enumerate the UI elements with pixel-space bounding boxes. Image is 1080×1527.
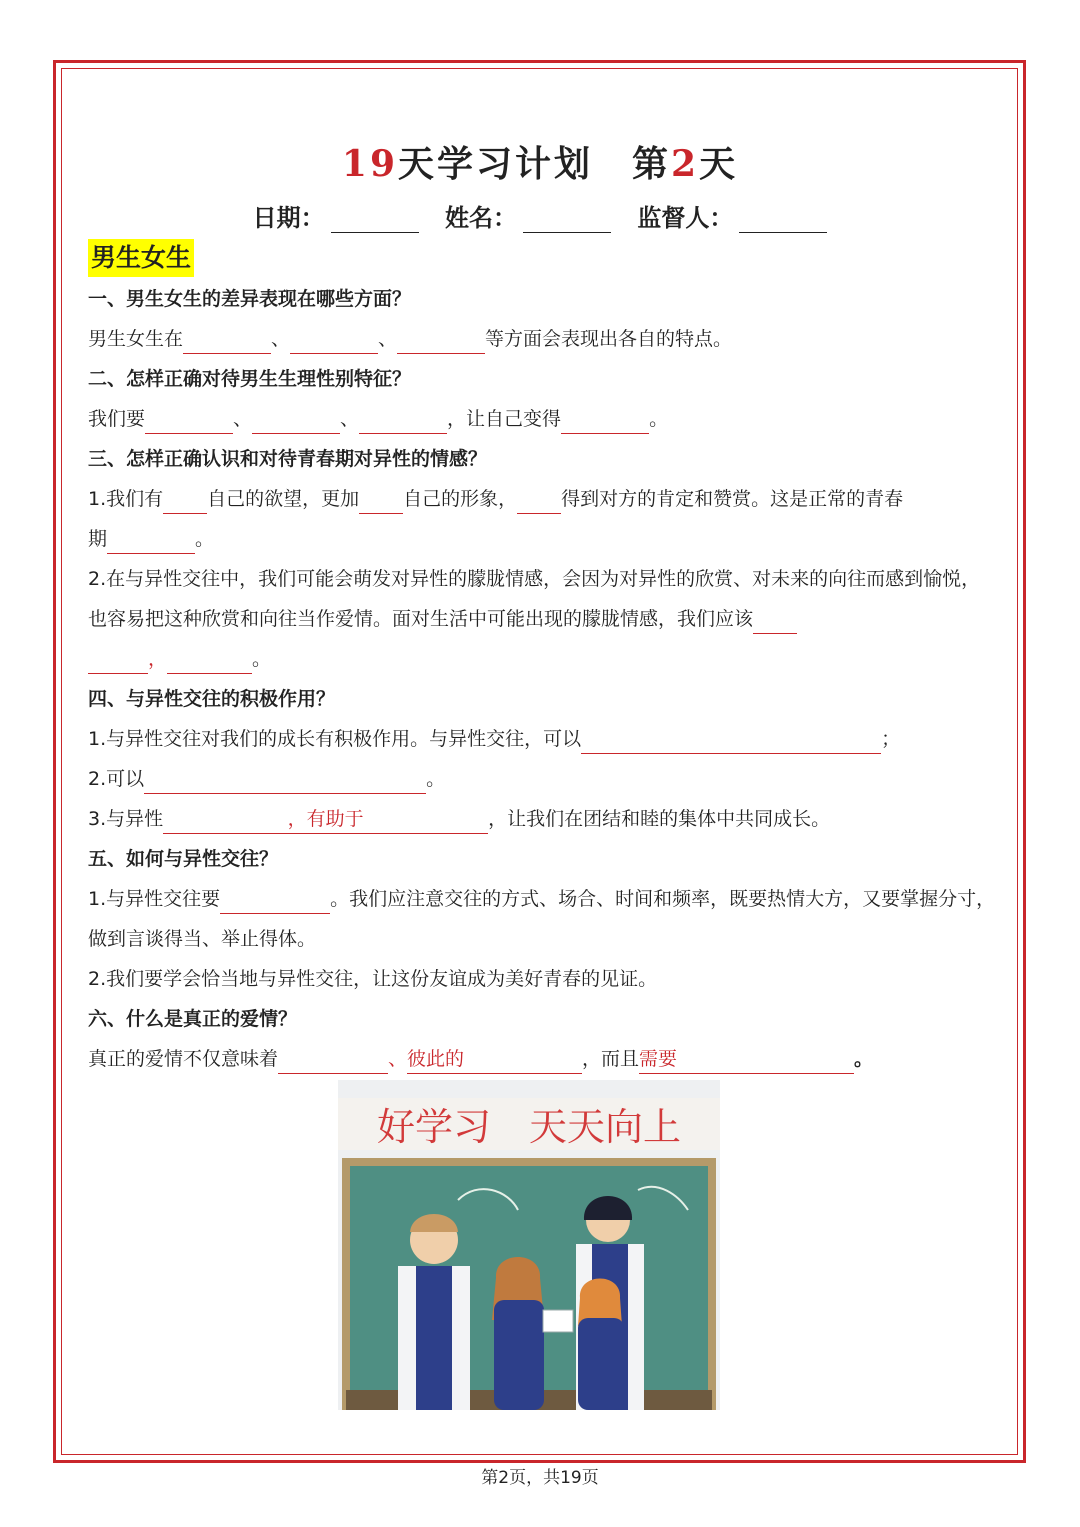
banner-text: 好学习 天天向上 <box>376 1105 682 1149</box>
question-4-point-1 <box>88 719 998 759</box>
fill-blank[interactable] <box>278 1045 388 1074</box>
fill-blank[interactable] <box>753 605 797 634</box>
text: 真正的爱情不仅意味着 <box>88 1048 279 1070</box>
text: ，让我们在团结和睦的集体中共同成长。 <box>488 808 831 830</box>
fill-blank[interactable] <box>252 405 340 434</box>
title-text: 天学习计划 第 <box>398 143 672 185</box>
name-blank[interactable] <box>523 208 611 233</box>
title-day-number: 2 <box>671 143 700 185</box>
fill-blank[interactable] <box>167 645 252 674</box>
question-5-point-1 <box>88 879 998 959</box>
question-6-answer <box>88 1039 998 1079</box>
text: ， <box>148 648 168 670</box>
fill-blank[interactable] <box>639 1045 854 1074</box>
text: 期 <box>88 528 108 550</box>
text: 。 <box>195 528 215 550</box>
text: 1.与异性交往要 <box>88 888 221 910</box>
date-blank[interactable] <box>331 208 419 233</box>
text: 我们要 <box>88 408 146 430</box>
fill-blank[interactable] <box>359 485 403 514</box>
fill-hint: 彼此的 <box>407 1048 465 1070</box>
text: 得到对方的肯定和赞赏。这是正常的青春 <box>561 488 904 510</box>
question-5-point-2: 2.我们要学会恰当地与异性交往，让这份友谊成为美好青春的见证。 <box>88 968 658 990</box>
topic-heading: 男生女生 <box>88 239 194 277</box>
text: 等方面会表现出各自的特点。 <box>485 328 733 350</box>
fill-blank[interactable] <box>581 725 881 754</box>
fill-blank[interactable] <box>144 765 426 794</box>
title-number: 19 <box>341 143 398 185</box>
question-3-point-1 <box>88 479 998 559</box>
question-5-title: 五、如何与异性交往？ <box>88 848 279 870</box>
fill-blank[interactable] <box>397 325 485 354</box>
text: 、 <box>340 408 360 430</box>
text: 自己的欲望，更加 <box>207 488 360 510</box>
text: ，而且 <box>582 1048 640 1070</box>
fill-blank[interactable] <box>145 405 233 434</box>
question-2-answer <box>88 399 998 439</box>
text: 、 <box>233 408 253 430</box>
page-title <box>0 136 1080 187</box>
illustration-svg <box>338 1080 720 1410</box>
supervisor-blank[interactable] <box>739 208 827 233</box>
fill-blank[interactable] <box>407 1045 582 1074</box>
fill-blank[interactable] <box>163 805 488 834</box>
fill-blank[interactable] <box>220 885 330 914</box>
fill-blank[interactable] <box>561 405 649 434</box>
fill-blank[interactable] <box>517 485 561 514</box>
date-label: 日期： <box>252 203 325 232</box>
question-4-title: 四、与异性交往的积极作用？ <box>88 688 336 710</box>
text: 3.与异性 <box>88 808 164 830</box>
text: 2.可以 <box>88 768 145 790</box>
fill-blank[interactable] <box>290 325 378 354</box>
fill-blank[interactable] <box>88 645 148 674</box>
text: 1.我们有 <box>88 488 164 510</box>
fill-blank[interactable] <box>183 325 271 354</box>
question-1-title: 一、男生女生的差异表现在哪些方面？ <box>88 288 412 310</box>
fill-hint: ，有助于 <box>287 808 364 830</box>
question-6-title: 六、什么是真正的爱情？ <box>88 1008 298 1030</box>
text: 、 <box>271 328 291 350</box>
text: ，让自己变得 <box>447 408 562 430</box>
worksheet-body <box>88 279 998 1079</box>
text: 。我们应注意交往的方式、场合、时间和频率，既要热情大方，又要掌握分寸，做到言谈得当、举止得体。 <box>88 888 996 950</box>
question-3-point-2 <box>88 559 998 679</box>
text: 、 <box>378 328 398 350</box>
question-4-point-3 <box>88 799 998 839</box>
text: 、 <box>388 1048 408 1070</box>
text: 。 <box>252 648 272 670</box>
question-4-point-2 <box>88 759 998 799</box>
fill-hint: 需要 <box>639 1048 678 1070</box>
fill-blank[interactable] <box>163 485 207 514</box>
question-2-title: 二、怎样正确对待男生生理性别特征？ <box>88 368 412 390</box>
text: 。 <box>426 768 446 790</box>
text: ； <box>881 728 901 750</box>
question-3-title: 三、怎样正确认识和对待青春期对异性的情感？ <box>88 448 488 470</box>
info-line <box>0 198 1080 233</box>
question-1-answer <box>88 319 998 359</box>
text: 自己的形象， <box>403 488 518 510</box>
page-number: 第2页，共19页 <box>481 1468 599 1488</box>
text: 。 <box>854 1048 874 1070</box>
text: 男生女生在 <box>88 328 184 350</box>
text: 1.与异性交往对我们的成长有积极作用。与异性交往，可以 <box>88 728 582 750</box>
text: 2.在与异性交往中，我们可能会萌发对异性的朦胧情感，会因为对异性的欣赏、对未来的向往而感到愉悦，也容易把这种欣赏和向往当作爱情。面对生活中可能出现的朦胧情感，我们应该 <box>88 568 981 630</box>
fill-blank[interactable] <box>359 405 447 434</box>
fill-blank[interactable] <box>107 525 195 554</box>
text: 。 <box>649 408 669 430</box>
supervisor-label: 监督人： <box>637 203 734 232</box>
title-end: 天 <box>699 143 739 185</box>
name-label: 姓名： <box>445 203 517 232</box>
classroom-illustration <box>338 1080 720 1410</box>
